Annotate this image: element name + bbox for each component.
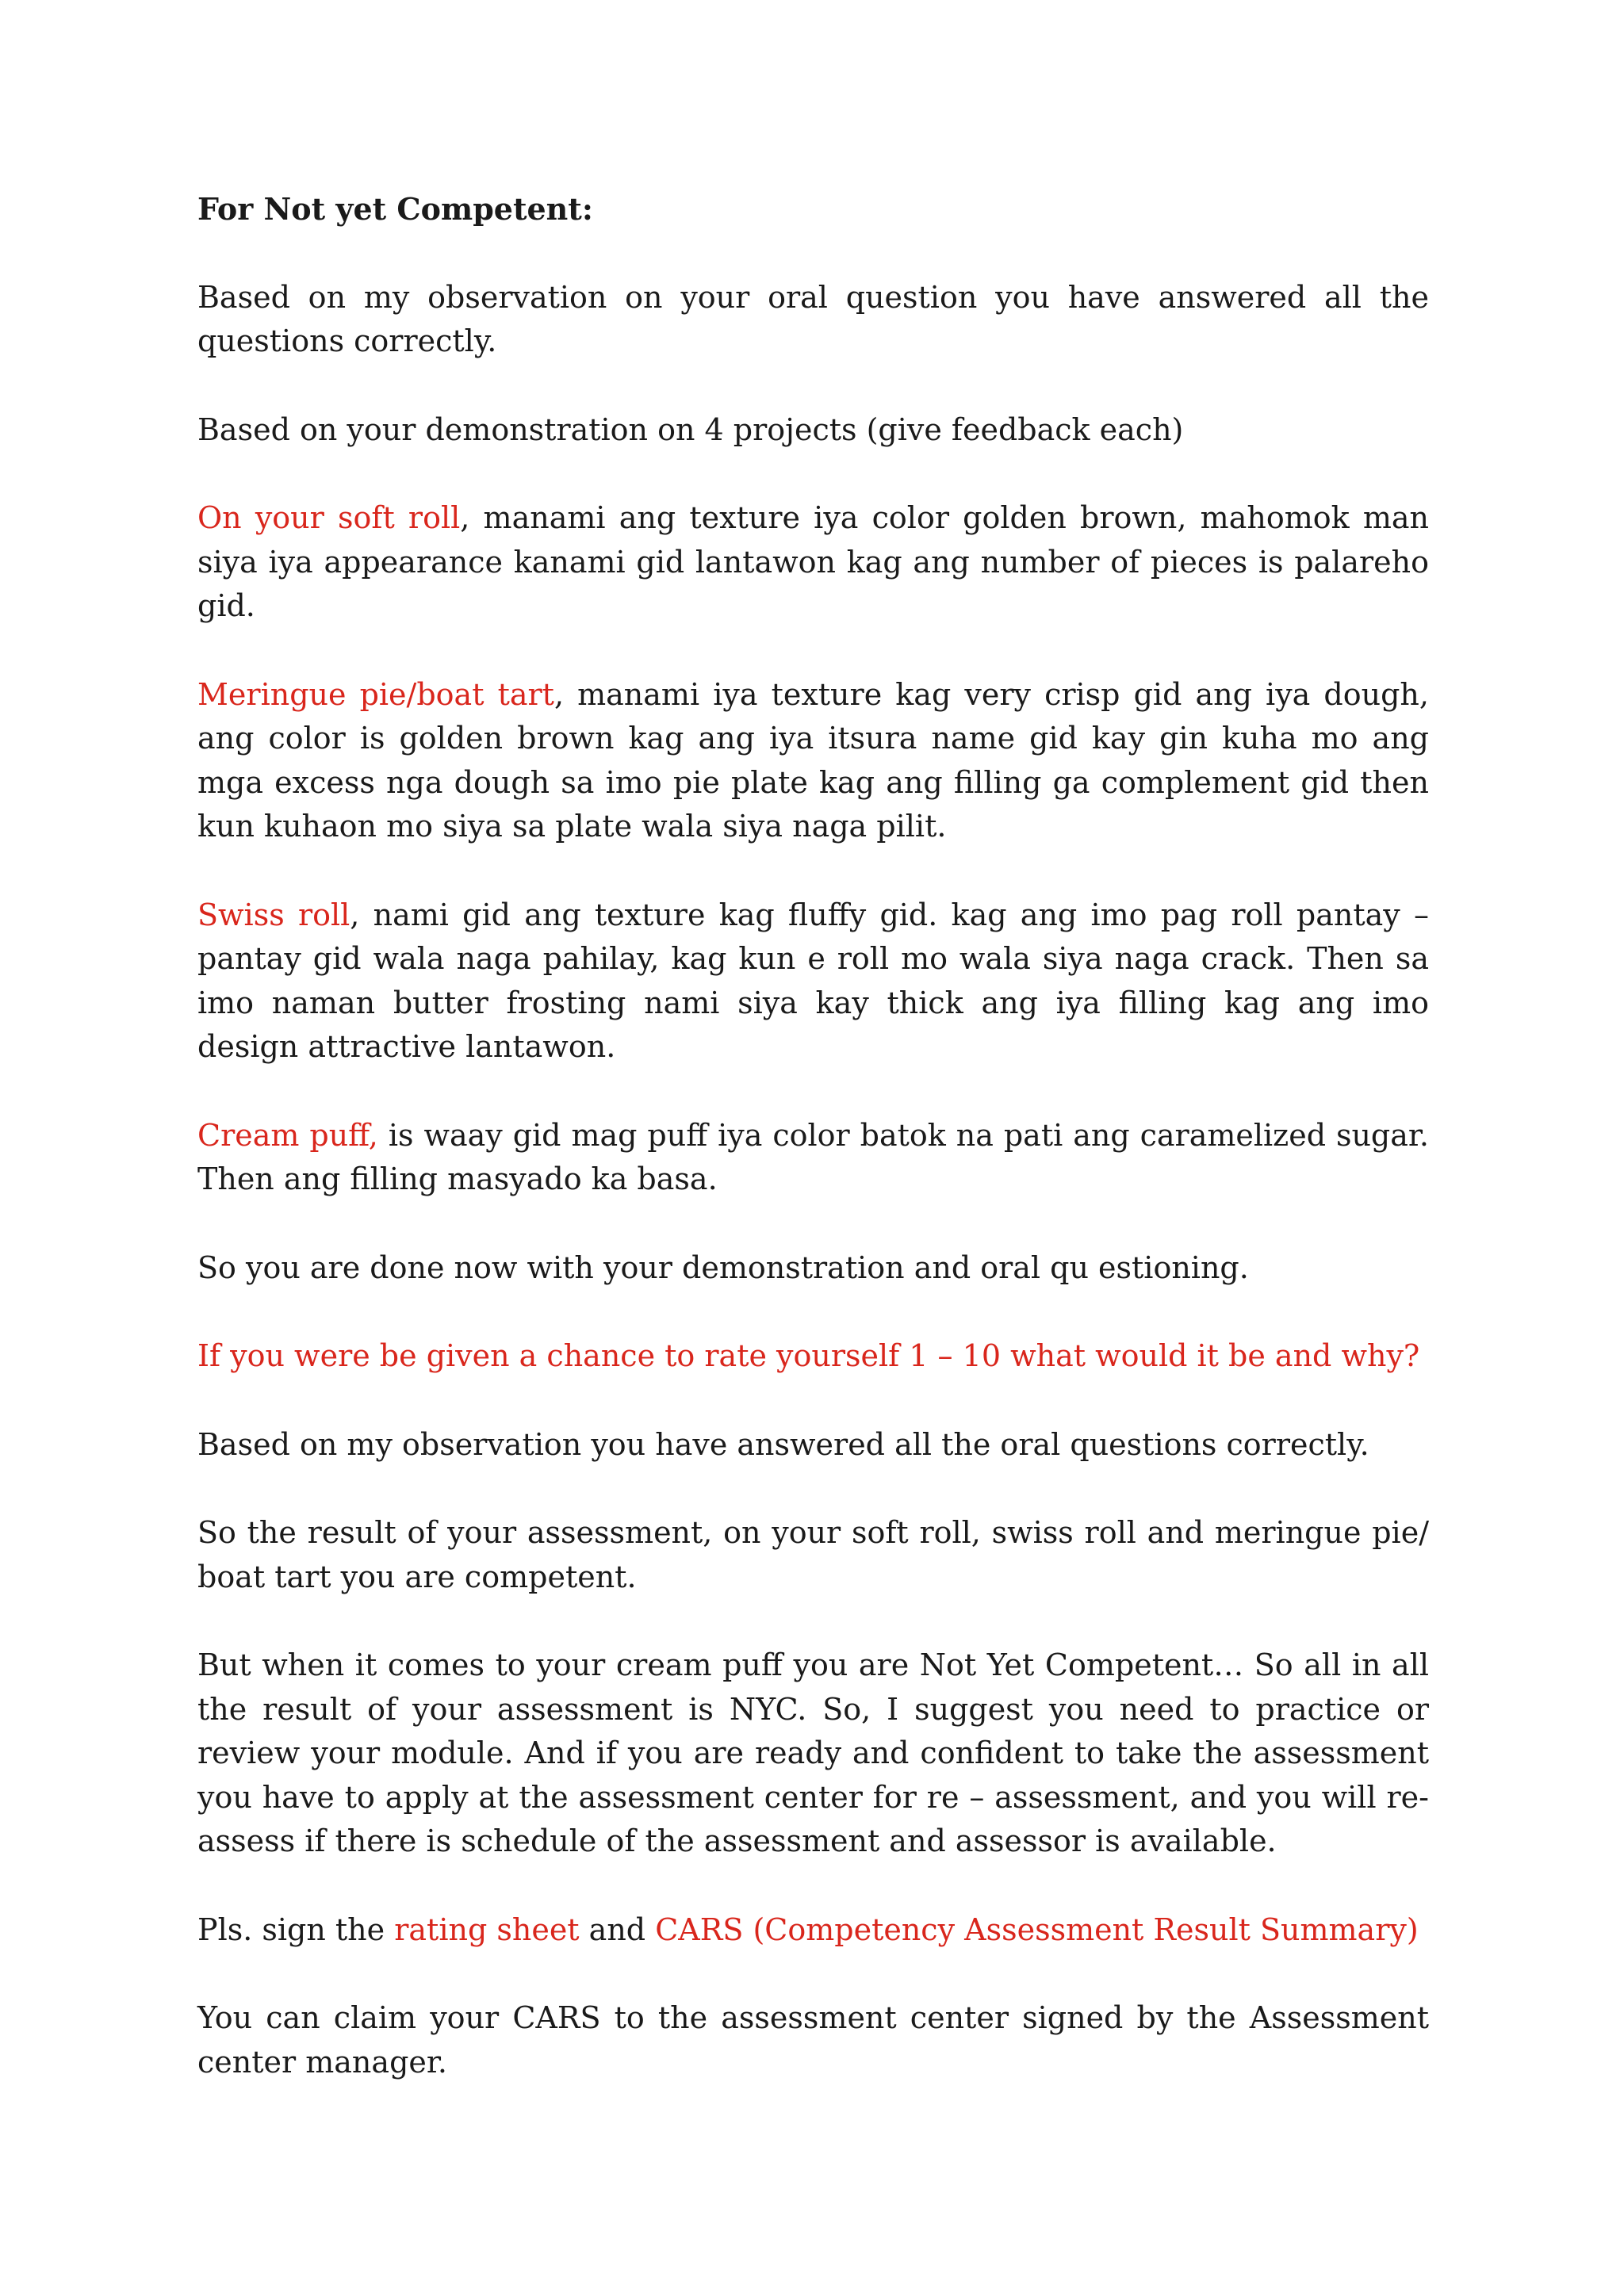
cream-puff-label: Cream puff, bbox=[197, 1117, 378, 1153]
paragraph-result: So the result of your assessment, on your soft roll, swiss roll and meringue pie/ boat tart you are competent. bbox=[197, 1515, 1429, 1594]
soft-roll-text: , manami ang texture iya color golden brown, mahomok man siya iya appearance kanami gid lantawon kag ang number of pieces is palareho gid. bbox=[197, 500, 1429, 623]
paragraph-demonstration-intro: Based on your demonstration on 4 projects (give feedback each) bbox=[197, 411, 1184, 447]
paragraph-cream-puff-feedback bbox=[197, 1114, 1429, 1202]
document-body bbox=[197, 187, 1429, 2129]
rate-yourself-question: If you were be given a chance to rate yourself 1 – 10 what would it be and why? bbox=[197, 1338, 1420, 1373]
paragraph-meringue-feedback bbox=[197, 673, 1429, 849]
meringue-label: Meringue pie/boat tart bbox=[197, 676, 554, 712]
meringue-text: , manami iya texture kag very crisp gid ang iya dough, ang color is golden brown kag ang iya itsura name gid kay gin kuha mo ang mga excess nga dough sa imo pie plate kag ang filling ga complement gid then kun kuhaon mo siya sa plate wala siya naga pilit. bbox=[197, 676, 1429, 844]
rating-sheet-label: rating sheet bbox=[394, 1911, 580, 1947]
swiss-roll-text: , nami gid ang texture kag fluffy gid. kag ang imo pag roll pantay – pantay gid wala naga pahilay, kag kun e roll mo wala siya naga crack. Then sa imo naman butter frosting nami siya kay thick ang iya filling kag ang imo design attractive lantawon. bbox=[197, 897, 1429, 1064]
paragraph-soft-roll-feedback bbox=[197, 496, 1429, 629]
paragraph-oral-observation: Based on my observation on your oral question you have answered all the questions correctly. bbox=[197, 279, 1429, 358]
sign-prefix: Pls. sign the bbox=[197, 1911, 395, 1947]
sign-middle: and bbox=[579, 1911, 656, 1947]
paragraph-sign bbox=[197, 1908, 1429, 1953]
paragraph-swiss-roll-feedback bbox=[197, 894, 1429, 1070]
soft-roll-label: On your soft roll bbox=[197, 500, 461, 535]
cars-label: CARS (Competency Assessment Result Summary) bbox=[655, 1911, 1419, 1947]
section-heading: For Not yet Competent: bbox=[197, 191, 593, 227]
paragraph-done: So you are done now with your demonstration and oral qu estioning. bbox=[197, 1249, 1249, 1285]
swiss-roll-label: Swiss roll bbox=[197, 897, 350, 932]
paragraph-nyc: But when it comes to your cream puff you are Not Yet Competent… So all in all the result of your assessment is NYC. So, I suggest you need to practice or review your module. And if you are ready and confident to take the assessment you have to apply at the assessment center for re – assessment, and you will re- assess if there is schedule of the assessment and assessor is available. bbox=[197, 1647, 1429, 1858]
paragraph-claim: You can claim your CARS to the assessment center signed by the Assessment center manager. bbox=[197, 2000, 1429, 2080]
cream-puff-text: is waay gid mag puff iya color batok na pati ang caramelized sugar. Then ang filling masyado ka basa. bbox=[197, 1117, 1429, 1196]
paragraph-oral-correct: Based on my observation you have answered all the oral questions correctly. bbox=[197, 1426, 1369, 1462]
